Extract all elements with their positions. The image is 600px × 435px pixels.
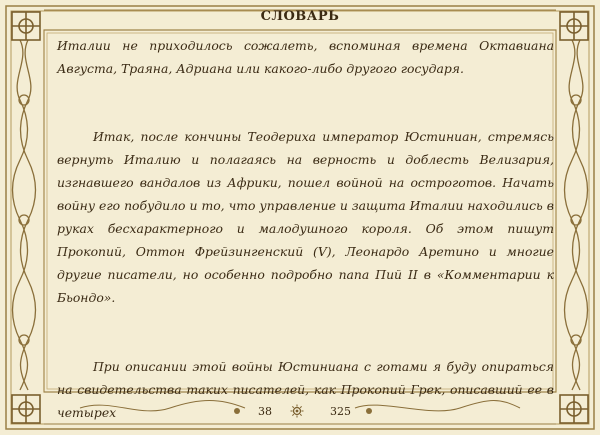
ornament-dot-icon <box>364 406 374 416</box>
page-number-left[interactable]: 38 <box>258 405 272 418</box>
ornament-dot-icon <box>232 406 242 416</box>
page-title: СЛОВАРЬ <box>260 9 340 24</box>
paragraph-2: Итак, после кончины Теодериха император Юстиниан, стремясь вернуть Италию и полагаясь на верность и доблесть Велизария, изгнавшего вандалов из Африки, пошел войной на остроготов. Начать войну его побудило и то, что управление и защита Италии находились в руках бесхарактерного и малодушного короля. Об этом пишут Прокопий, Оттон Фрейзингенский (V), Леонардо Аретино и многие другие писатели, но особенно подробно папа Пий II в «Комментарии к Бьондо». <box>57 129 554 305</box>
page-number-right[interactable]: 325 <box>330 405 351 418</box>
sun-ornament-icon[interactable] <box>290 404 304 418</box>
left-border-ornament <box>13 40 36 390</box>
paragraph-1: Италии не приходилось сожалеть, вспоминая времена Октавиана Августа, Траяна, Адриана или какого-либо другого государя. <box>57 38 554 76</box>
paragraph-3: При описании этой войны Юстиниана с готами я буду опираться на свидетельства таких писателей, как Прокопий Грек, описавший ее в четырех <box>57 359 554 420</box>
right-border-ornament <box>565 40 588 390</box>
page-footer <box>0 402 600 422</box>
